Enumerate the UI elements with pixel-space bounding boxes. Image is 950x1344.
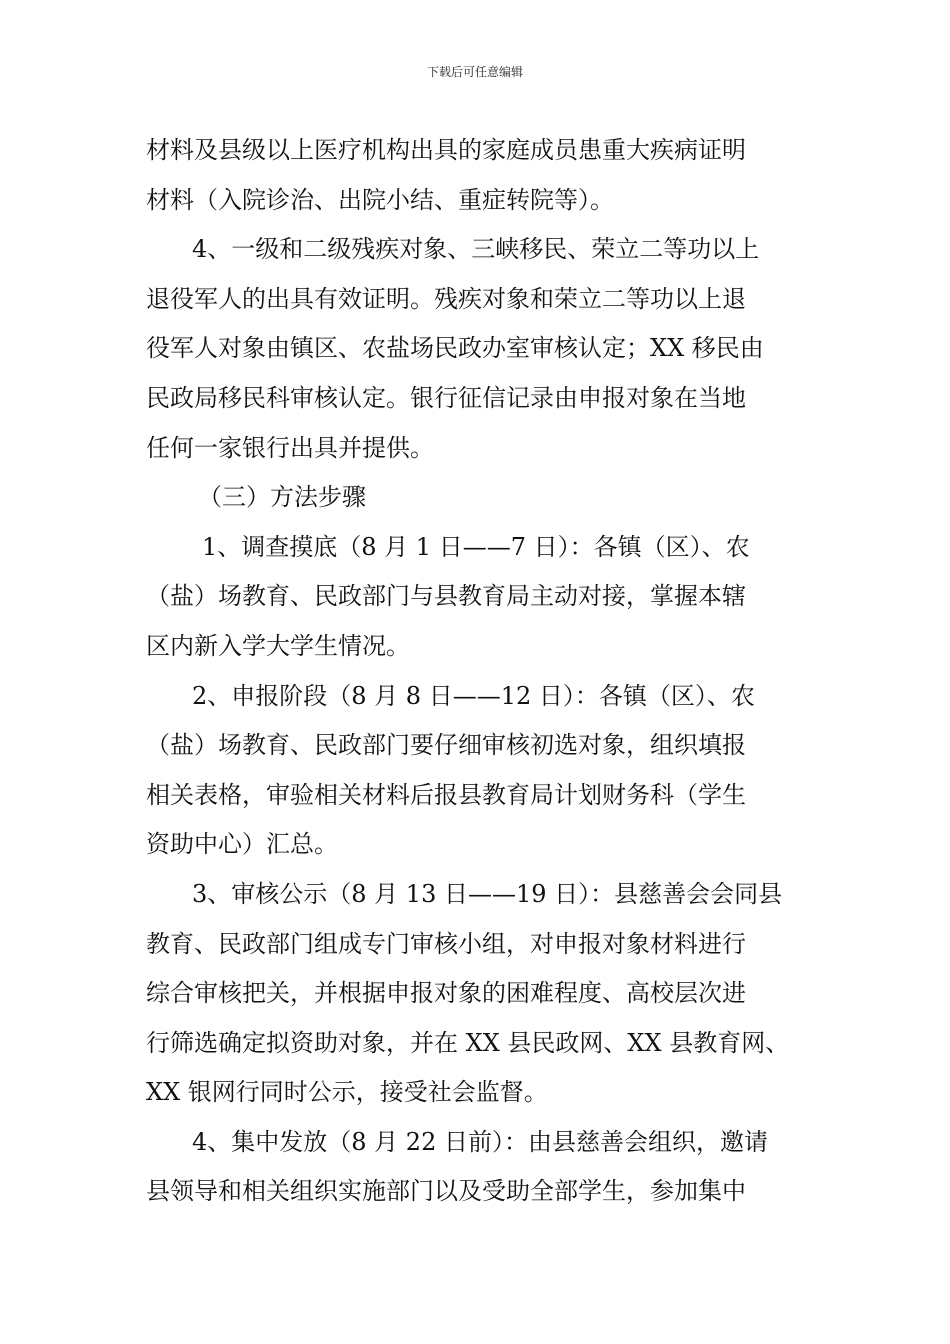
paragraph-line: 退役军人的出具有效证明。残疾对象和荣立二等功以上退 [146,284,746,313]
paragraph-line: 资助中心）汇总。 [146,830,338,859]
paragraph-line: 教育、民政部门组成专门审核小组，对申报对象材料进行 [146,929,746,958]
paragraph-line: 民政局移民科审核认定。银行征信记录由申报对象在当地 [146,383,746,412]
paragraph-line: 相关表格，审验相关材料后报县教育局计划财务科（学生 [146,780,746,809]
paragraph-line: 2、申报阶段（8 月 8 日——12 日）：各镇（区）、农 [192,681,755,710]
paragraph-line: 行筛选确定拟资助对象，并在 XX 县民政网、XX 县教育网、 [146,1028,790,1057]
section-heading: （三）方法步骤 [198,483,366,512]
paragraph-line: （盐）场教育、民政部门要仔细审核初选对象，组织填报 [146,731,746,760]
paragraph-line: 区内新入学大学生情况。 [146,631,410,660]
paragraph-line: 任何一家银行出具并提供。 [146,433,434,462]
paragraph-line: 4、一级和二级残疾对象、三峡移民、荣立二等功以上 [192,235,760,264]
paragraph-line: 4、集中发放（8 月 22 日前）：由县慈善会组织，邀请 [192,1127,768,1156]
paragraph-line: 材料及县级以上医疗机构出具的家庭成员患重大疾病证明 [146,136,746,164]
paragraph-line: 综合审核把关，并根据申报对象的困难程度、高校层次进 [146,979,746,1008]
paragraph-line: 役军人对象由镇区、农盐场民政办室审核认定；XX 移民由 [146,334,764,363]
document-body [146,126,846,1217]
paragraph-line: 1、调查摸底（8 月 1 日——7 日）：各镇（区）、农 [202,532,750,561]
paragraph-line: 材料（入院诊治、出院小结、重症转院等）。 [146,185,614,214]
paragraph-line: XX 银网行同时公示，接受社会监督。 [146,1078,548,1107]
page-header: 下载后可任意编辑 [426,65,523,79]
paragraph-line: 3、审核公示（8 月 13 日——19 日）：县慈善会会同县 [192,879,783,908]
paragraph-line: （盐）场教育、民政部门与县教育局主动对接，掌握本辖 [146,582,746,611]
paragraph-line: 县领导和相关组织实施部门以及受助全部学生，参加集中 [146,1177,746,1206]
